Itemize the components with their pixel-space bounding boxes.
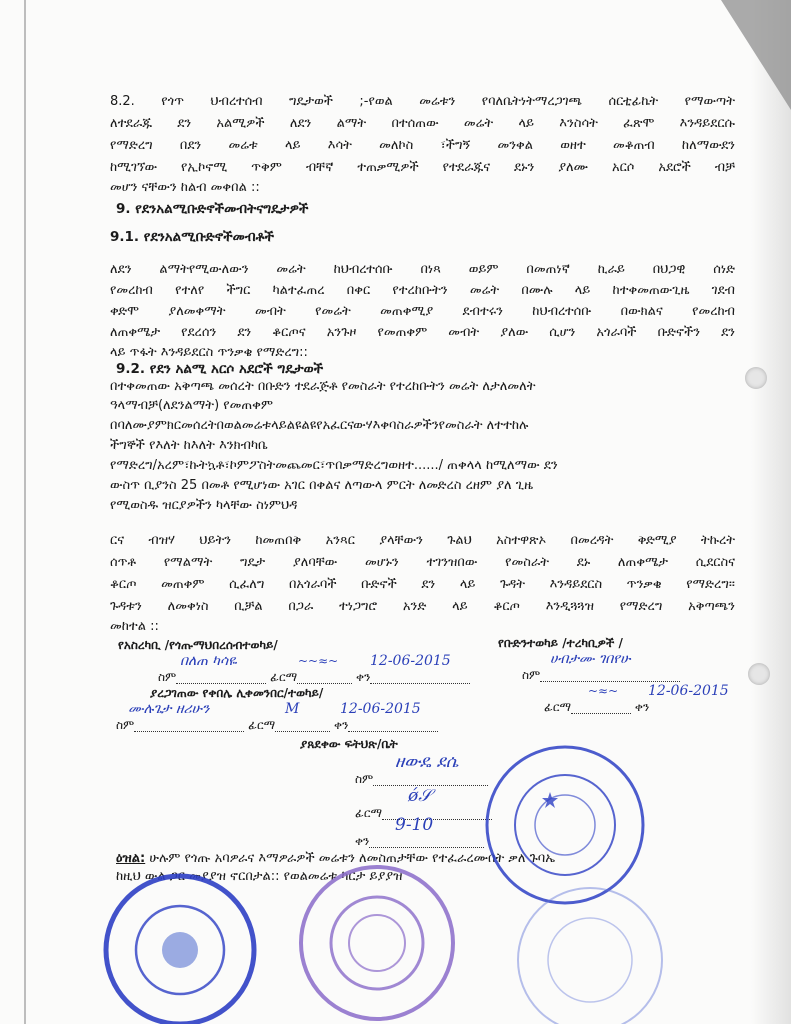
paragraph-line: የማድረግ/አረም፣ኩትኳቶ፣ኮምፖስትመጨመር፣ጥበቃማድረግወዘተ....../ ጠቀላላ ከሚለማው ደን (110, 458, 558, 473)
paragraph-line: ለጠቀሜታ የደረሰን ደን ቆርጦና አንጉዞ የመጠቀም መብት ያለው ሲሆን አጎራባች ቡድኖችን ደን (110, 325, 735, 340)
receiver-name-handwritten: በለጠ ካሳዬ (180, 653, 237, 669)
signature-label: ፊርማ (355, 806, 383, 820)
punch-hole (748, 663, 770, 685)
punch-hole (745, 367, 767, 389)
section-9-1-heading: 9.1. የደንአልሚቡድኖችመብቶች (110, 229, 275, 245)
paragraph-line: የመረከብ የተለየ ችግር ካልተፈጠረ በቀር የተረከቡትን መሬት በሙሉ ላይ ከተቀመጠውጊዜ ገደብ (110, 283, 735, 298)
note-label: ዕዝል: (116, 851, 146, 866)
paragraph-line: ቆርጦ መጠቀም ሲፈለግ በአጎራባች ቡድኖች ደን ላይ ጉዳት እንዳይደርስ ጥንቃቄ የማድረግ፡፡ (110, 577, 735, 592)
paragraph-line: መሆን ናቸውን ከልብ መቀበል :: (110, 180, 260, 195)
receiver-name-field (158, 670, 470, 684)
signature-label: ፊርማ (248, 718, 276, 732)
paragraph-line: በተቀመጠው አቅጣጫ መሰረት በቡድን ተደራጅቶ የመስራት የተረከቡትን መሬት ለታለመለት (110, 379, 536, 394)
verifier-label: ያረጋገጠው የቀበሌ ሊቀመንበር/ተወካይ/ (150, 686, 324, 700)
paragraph-line: ቀድሞ ያለመቀማት መብት የመሬት መጠቀሚያ ደብተሩን ከህብረተሰቡ በውክልና የመረከብ (110, 304, 735, 319)
paragraph-line: ጉዳቱን ለመቀነስ ቢቻል በጋራ ተነጋግሮ አንድ ላይ ቆርጦ እንዲጓጓዝ የማድረግ አቅጣጫን (110, 599, 735, 614)
paragraph-line: 8.2. የጎጥ ህብረተሰብ ግዴታወች ;-የወል መሬቱን የባለቤትነትማረጋገጫ ሰርቲፊኬት የማውጣት (110, 94, 735, 109)
court-label: ያጸደቀው ፍትህጽ/ቤት (300, 737, 398, 751)
signature-label: ፊርማ (270, 670, 298, 684)
name-label: ስም (522, 668, 541, 682)
section-9-2-heading: 9.2. የደን አልሚ አርሶ አደሮች ግዴታወች (116, 361, 324, 377)
paragraph-line: መከተል :: (110, 619, 159, 634)
receiver-label: የአስረካቢ /የጎጡማህበረሰብተወካይ/ (118, 638, 278, 652)
group-date-handwritten: 12-06-2015 (648, 683, 729, 699)
court-signature-scribble: ǿ𝒮 (408, 786, 432, 806)
paragraph-line: ላይ ጥፋት እንዳይደርስ ጥንቃቄ የማድረግ:: (110, 345, 308, 360)
paragraph-line: ለደን ልማትየሚውለውን መሬት ከህብረተሰቡ በነጻ ወይም በመጠነኛ ኪራይ በህጋዊ ሰነድ (110, 262, 735, 277)
court-date-handwritten: 9-10 (395, 815, 434, 835)
court-name-field (355, 772, 488, 786)
paragraph-line: ርና ብዝሃ ህይትን ከመጠበቅ አንጻር ያላቸውን ጉልህ አስተዋጽኦ በመረዳት ቅድሚያ ትኩረት (110, 533, 735, 548)
date-label: ቀን (355, 834, 370, 848)
date-label: ቀን (356, 670, 371, 684)
date-label: ቀን (634, 700, 650, 714)
group-signature-field (544, 700, 649, 714)
receiver-date-handwritten: 12-06-2015 (370, 653, 451, 669)
office-stamp-icon (292, 858, 462, 1024)
paragraph-line: የማድረግ በደን መሬቱ ላይ እሳት መለኮስ ፣ችግኝ መንቀል ወዘተ መቆጠብ ከለማውደን (110, 138, 735, 153)
court-name-handwritten: ዘውዴ ደሴ (395, 752, 459, 772)
paragraph-line: ከሚገኘው የኢኮኖሚ ጥቅም ብቸኛ ተጠቃሚዎች የተደራጁና ደኑን ያለሙ አርሶ አደሮች ብቻ (110, 160, 735, 175)
paragraph-line: ለተደራጁ ደን አልሚዎች ለደን ልማት በተሰጠው መሬት ላይ እንስሳት ፈጽሞ እንዳይደርሱ (110, 116, 735, 131)
paragraph-line: በባለሙያምክርመሰረትበወልመሬቱላይልዩልዩየአፈርናውሃእቀባስራዎችንየመስራት ለተተከሉ (110, 418, 529, 433)
note-text: ሁሉም የጎጡ አባዎራና እማዎራዎች መሬቱን ለመስጠታቸው የተፈራረሙበት ቃለ ጉባኤ (149, 851, 556, 866)
kebele-stamp-icon (100, 868, 260, 1024)
name-label: ስም (158, 670, 177, 684)
note-line: ከዚህ ውል ጋር መያያዝ ኖርበታል:: የወልመሬቱ ካርታ ይያያዝ (116, 869, 403, 884)
page-edge (24, 0, 26, 1024)
paragraph-line: ሰጥቶ የማልማት ግዴታ ያለባቸው መሆኑን ተገንዝበው የመስራት ደኑ ለጠቀሜታ ሲደርስና (110, 555, 735, 570)
group-name-field (522, 668, 680, 682)
name-label: ስም (355, 772, 374, 786)
paragraph-line: የሚወስዱ ዝርያዎችን ካላቸው ስነምህዳ (110, 498, 298, 513)
group-signature-scribble: ~≈~ (588, 684, 619, 698)
court-date-field (355, 834, 484, 848)
verifier-name-handwritten: ሙሉጌታ ዘሪሁን (128, 701, 210, 717)
paragraph-line: ዓላማብቻ(ለደንልማት) የመጠቀም (110, 398, 274, 413)
name-label: ስም (116, 718, 135, 732)
paragraph-line: ችግኞች የእለት ከእለት እንክብካቤ (110, 438, 268, 453)
verifier-date-handwritten: 12-06-2015 (340, 701, 421, 717)
scan-shadow (751, 0, 791, 1024)
group-label: የቡድንተወካይ /ተረካቢዎች / (498, 636, 623, 650)
paragraph-line: ውስጥ ቢያንስ 25 በመቶ የሚሆነው አገር በቀልና ለጣውላ ምርት ለመድረስ ረዘም ያለ ጊዜ (110, 478, 533, 493)
verifier-field (116, 718, 438, 732)
group-name-handwritten: ሀብታሙ ገበየሁ (550, 651, 631, 667)
section-9-heading: 9. የደንአልሚቡድኖችመብትናግዴታዎች (116, 201, 309, 217)
signature-label: ፊርማ (544, 700, 572, 714)
verifier-signature-scribble: M (285, 701, 300, 717)
date-label: ቀን (334, 718, 349, 732)
receiver-signature-scribble: ~~≈~ (298, 654, 339, 668)
faint-stamp-icon (505, 880, 675, 1024)
